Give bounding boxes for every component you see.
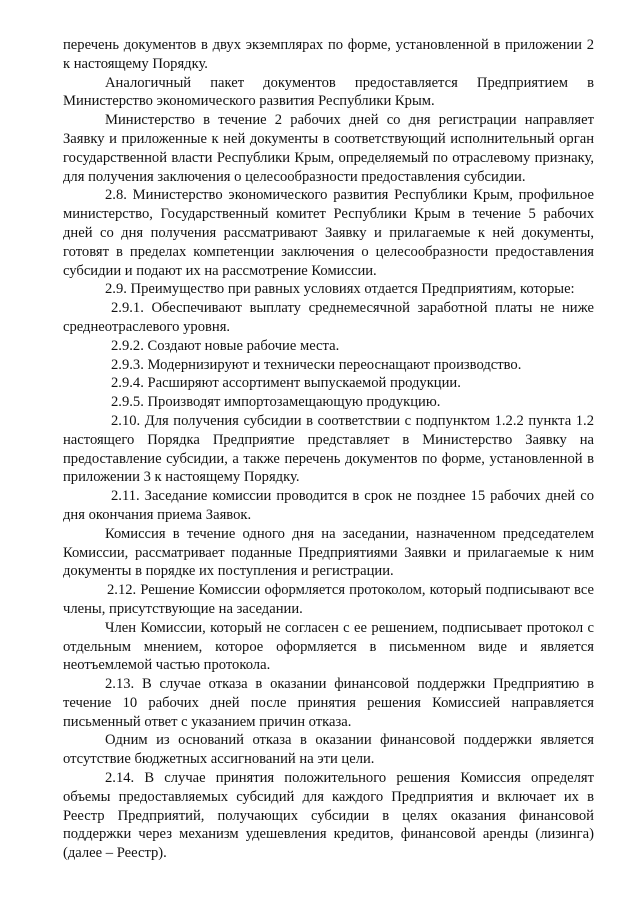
paragraph-2-9: 2.9. Преимущество при равных условиях отдается Предприятиям, которые: [105,281,575,298]
paragraph-2-8: 2.8. Министерство экономического развития Республики Крым, профильное министерство, Государственный комитет Республики Крым в течение 5 рабочих дней со дня получения рассматривают Заявку и прилагаемые к ней документы, готовят в пределах компетенции заключения о целесообразности предоставления субсидии и подают их на рассмотрение Комиссии. [63,187,594,279]
paragraph-2-9-5: 2.9.5. Производят импортозамещающую продукцию. [111,394,441,411]
paragraph-2-9-4: 2.9.4. Расширяют ассортимент выпускаемой продукции. [111,375,461,392]
paragraph-2-12: 2.12. Решение Комиссии оформляется протоколом, который подписывают все члены, присутствующие на заседании. [63,582,594,617]
paragraph-refusal-grounds: Одним из оснований отказа в оказании финансовой поддержки является отсутствие бюджетных ассигнований на эти цели. [63,732,594,768]
paragraph-2-9-2: 2.9.2. Создают новые рабочие места. [111,337,340,354]
paragraph-dissenting-member: Член Комиссии, который не согласен с ее решением, подписывает протокол с отдельным мнением, которое оформляется в письменном виде и является неотъемлемой частью протокола. [63,619,594,674]
document-page [63,36,594,863]
paragraph-similar-package: Аналогичный пакет документов предоставляется Предприятием в Министерство экономического развития Республики Крым. [63,74,594,110]
paragraph-ministry-forwards-application: Министерство в течение 2 рабочих дней со дня регистрации направляет Заявку и приложенные к ней документы в соответствующий исполнительный орган государственной власти Республики Крым, определяемый по отраслевому признаку, для получения заключения о целесообразности предоставления субсидии. [63,112,594,185]
paragraph-2-9-3: 2.9.3. Модернизируют и технически переоснащают производство. [111,356,522,373]
paragraph-2-14: 2.14. В случае принятия положительного решения Комиссия определят объемы предоставляемых субсидий для каждого Предприятия и включает их в Реестр Предприятий, получающих субсидии в целях оказания финансовой поддержки через механизм удешевления кредитов, финансовой аренды (лизинга) (далее – Реестр). [63,770,594,862]
paragraph-2-10: 2.10. Для получения субсидии в соответствии с подпунктом 1.2.2 пункта 1.2 настоящего Порядка Предприятие представляет в Министерство Заявку на предоставление субсидии, а также перечень документов по форме, установленной в приложении 3 к настоящему Порядку. [63,412,594,486]
paragraph-2-11: 2.11. Заседание комиссии проводится в срок не позднее 15 рабочих дней со дня окончания приема Заявок. [63,488,594,523]
paragraph-2-13: 2.13. В случае отказа в оказании финансовой поддержки Предприятию в течение 10 рабочих дней после принятия решения Комиссией направляется письменный ответ с указанием причин отказа. [63,676,594,730]
paragraph-documents-list-continuation: перечень документов в двух экземплярах по форме, установленной в приложении 2 к настоящему Порядку. [63,37,594,72]
paragraph-commission-review: Комиссия в течение одного дня на заседании, назначенном председателем Комиссии, рассматривает поданные Предприятиями Заявки и прилагаемые к ним документы в порядке их поступления и регистрации. [63,525,594,580]
paragraph-2-9-1: 2.9.1. Обеспечивают выплату среднемесячной заработной платы не ниже среднеотраслевого уровня. [63,300,594,335]
